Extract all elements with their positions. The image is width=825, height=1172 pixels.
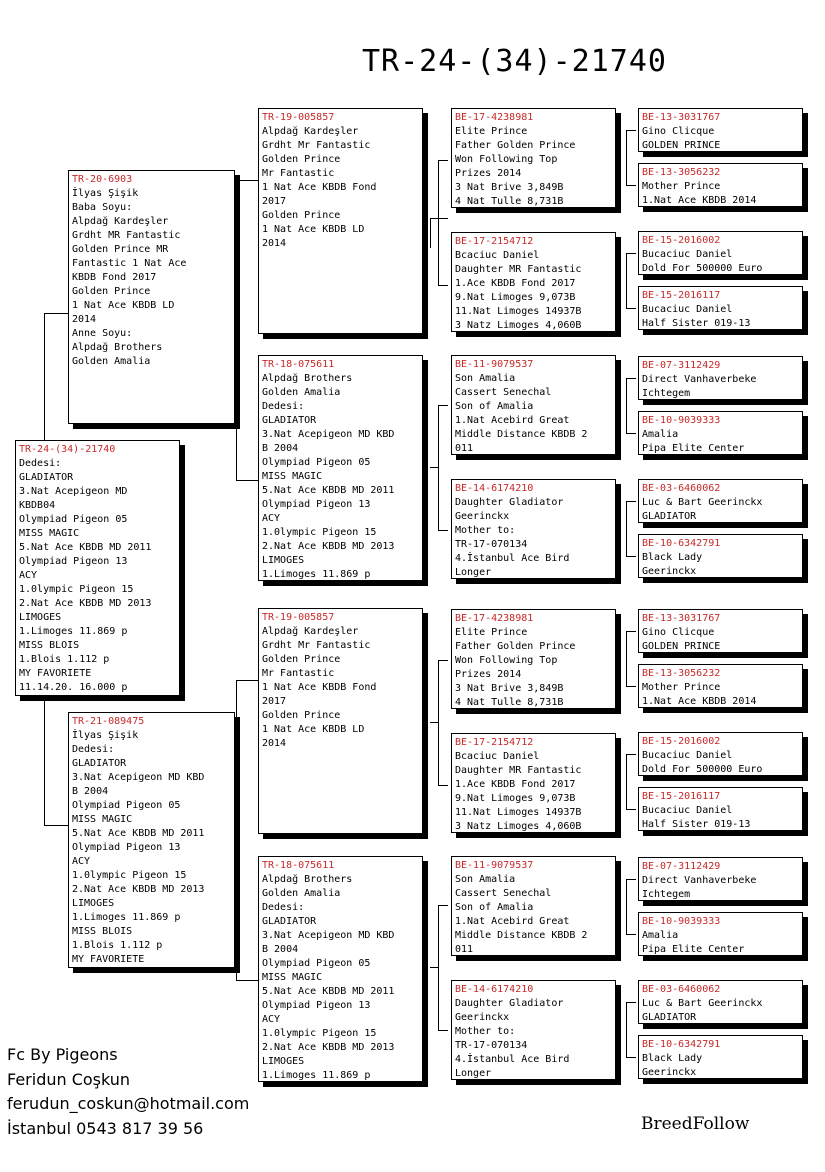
card-line: 1 Nat Ace KBDB LD: [72, 300, 175, 311]
card-line: TR-17-070134: [455, 1040, 528, 1051]
card-line: Luc & Bart Geerinckx: [642, 497, 763, 508]
card-line: Son of Amalia: [455, 902, 534, 913]
card-line: 2.Nat Ace KBDB MD 2013: [19, 598, 152, 609]
card-line: Alpdağ Kardeşler: [262, 126, 359, 137]
card-line: B 2004: [262, 944, 299, 955]
card-line: 1.Ace KBDB Fond 2017: [455, 278, 576, 289]
card-line: Longer: [455, 1068, 492, 1079]
ring-number: BE-13-3056232: [642, 668, 721, 679]
pedigree-card-ss: [258, 108, 423, 334]
card-line: Olympiad Pigeon 05: [19, 514, 128, 525]
ring-number: TR-19-005857: [262, 112, 335, 123]
card-line: Dedesi:: [262, 401, 305, 412]
card-line: ACY: [19, 570, 38, 581]
card-line: 1.0lympic Pigeon 15: [262, 527, 377, 538]
pedigree-card-g8: [638, 534, 803, 578]
pedigree-card-g2: [638, 163, 803, 207]
pedigree-card-sire: [68, 170, 235, 424]
ring-number: BE-10-9039333: [642, 415, 721, 426]
card-line: 1.Nat Ace KBDB 2014: [642, 195, 757, 206]
breeder-name: Feridun Coşkun: [7, 1069, 131, 1089]
breeder-email: ferudun_coskun@hotmail.com: [7, 1094, 250, 1113]
card-line: LIMOGES: [262, 1056, 305, 1067]
card-line: 5.Nat Ace KBDB MD 2011: [72, 828, 205, 839]
card-line: Prizes 2014: [455, 669, 522, 680]
pedigree-card-sds: [451, 355, 616, 455]
card-line: Alpdağ Kardeşler: [72, 216, 169, 227]
card-line: Cassert Senechal: [455, 387, 552, 398]
ring-number: BE-17-2154712: [455, 236, 534, 247]
card-line: Direct Vanhaverbeke: [642, 374, 757, 385]
card-line: B 2004: [72, 786, 109, 797]
brand-logo: BreedFollow: [641, 1114, 750, 1134]
card-line: Daughter Gladiator: [455, 998, 564, 1009]
card-line: Amalia: [642, 930, 679, 941]
card-line: Daughter MR Fantastic: [455, 264, 582, 275]
card-line: Elite Prince: [455, 627, 528, 638]
card-line: Bucaciuc Daniel: [642, 304, 733, 315]
card-line: Middle Distance KBDB 2: [455, 429, 588, 440]
card-line: 3.Nat Acepigeon MD: [19, 486, 128, 497]
ring-number: BE-11-9079537: [455, 359, 534, 370]
card-line: 2014: [262, 738, 287, 749]
pedigree-card-dam: [68, 712, 235, 968]
card-line: Baba Soyu:: [72, 202, 133, 213]
card-line: 3.Nat Acepigeon MD KBD: [262, 930, 395, 941]
card-line: GLADIATOR: [262, 415, 317, 426]
ring-number: TR-24-(34)-21740: [19, 444, 116, 455]
card-line: 1.Limoges 11.869 p: [262, 1070, 371, 1081]
card-line: Golden Amalia: [262, 888, 341, 899]
card-line: 1.Nat Ace KBDB 2014: [642, 696, 757, 707]
card-line: MISS MAGIC: [262, 471, 323, 482]
card-line: LIMOGES: [19, 612, 62, 623]
pedigree-card-g1: [638, 108, 803, 152]
card-line: Geerinckx: [642, 1067, 697, 1078]
pedigree-card-g5: [638, 356, 803, 400]
card-line: Mother to:: [455, 1026, 516, 1037]
card-line: 2017: [262, 196, 287, 207]
card-line: Gino Clicque: [642, 126, 715, 137]
pedigree-card-sd: [258, 355, 423, 581]
card-line: Grdht Mr Fantastic: [262, 640, 371, 651]
card-line: ACY: [72, 856, 91, 867]
ring-number: BE-13-3031767: [642, 613, 721, 624]
card-line: Mr Fantastic: [262, 668, 335, 679]
card-line: Son Amalia: [455, 874, 516, 885]
card-line: 3 Natz Limoges 4,060B: [455, 821, 582, 832]
card-line: GLADIATOR: [262, 916, 317, 927]
ring-number: BE-07-3112429: [642, 861, 721, 872]
pedigree-title: TR-24-(34)-21740: [362, 44, 667, 79]
card-line: Cassert Senechal: [455, 888, 552, 899]
pedigree-card-g16: [638, 1035, 803, 1079]
card-line: GLADIATOR: [19, 472, 74, 483]
ring-number: TR-19-005857: [262, 612, 335, 623]
card-line: 1.Blois 1.112 p: [72, 940, 163, 951]
pedigree-card-g15: [638, 980, 803, 1024]
card-line: 4 Nat Tulle 8,731B: [455, 697, 564, 708]
card-line: Elite Prince: [455, 126, 528, 137]
card-line: 2014: [262, 238, 287, 249]
card-line: TR-17-070134: [455, 539, 528, 550]
card-line: ACY: [262, 513, 281, 524]
card-line: Olympiad Pigeon 05: [262, 457, 371, 468]
ring-number: BE-15-2016002: [642, 235, 721, 246]
ring-number: TR-21-089475: [72, 716, 145, 727]
card-line: Olympiad Pigeon 05: [72, 800, 181, 811]
ring-number: BE-03-6460062: [642, 984, 721, 995]
card-line: Dedesi:: [262, 902, 305, 913]
card-line: MY FAVORIETE: [72, 954, 145, 965]
card-line: Daughter MR Fantastic: [455, 765, 582, 776]
card-line: GOLDEN PRINCE: [642, 641, 721, 652]
card-line: Bcaciuc Daniel: [455, 751, 540, 762]
pedigree-card-sss: [451, 108, 616, 208]
pedigree-card-ds: [258, 608, 423, 834]
pedigree-card-g11: [638, 732, 803, 776]
card-line: Golden Prince: [262, 154, 341, 165]
card-line: Alpdağ Brothers: [262, 373, 353, 384]
card-line: Black Lady: [642, 1053, 703, 1064]
card-line: Olympiad Pigeon 13: [262, 1000, 371, 1011]
card-line: ACY: [262, 1014, 281, 1025]
ring-number: BE-13-3056232: [642, 167, 721, 178]
card-line: 1 Nat Ace KBDB LD: [262, 724, 365, 735]
card-line: Grdht Mr Fantastic: [262, 140, 371, 151]
card-line: MISS MAGIC: [19, 528, 80, 539]
card-line: Son Amalia: [455, 373, 516, 384]
pedigree-card-g13: [638, 857, 803, 901]
card-line: 4 Nat Tulle 8,731B: [455, 196, 564, 207]
ring-number: BE-10-6342791: [642, 1039, 721, 1050]
card-line: 1.0lympic Pigeon 15: [262, 1028, 377, 1039]
card-line: Mother Prince: [642, 181, 721, 192]
ring-number: TR-18-075611: [262, 860, 335, 871]
pedigree-card-dsd: [451, 733, 616, 833]
card-line: 2017: [262, 696, 287, 707]
pedigree-card-g14: [638, 912, 803, 956]
card-line: Half Sister 019-13: [642, 318, 751, 329]
ring-number: BE-14-6174210: [455, 984, 534, 995]
ring-number: BE-17-4238981: [455, 112, 534, 123]
ring-number: BE-07-3112429: [642, 360, 721, 371]
card-line: Direct Vanhaverbeke: [642, 875, 757, 886]
card-line: 9.Nat Limoges 9,073B: [455, 292, 576, 303]
card-line: 11.Nat Limoges 14937B: [455, 807, 582, 818]
card-line: 5.Nat Ace KBDB MD 2011: [262, 485, 395, 496]
card-line: Golden Amalia: [262, 387, 341, 398]
card-line: Gino Clicque: [642, 627, 715, 638]
card-line: Golden Prince: [262, 710, 341, 721]
pedigree-card-g6: [638, 411, 803, 455]
card-line: Geerinckx: [455, 1012, 510, 1023]
ring-number: BE-14-6174210: [455, 483, 534, 494]
card-line: Black Lady: [642, 552, 703, 563]
ring-number: BE-11-9079537: [455, 860, 534, 871]
card-line: GLADIATOR: [642, 1012, 697, 1023]
pedigree-card-ssd: [451, 232, 616, 332]
card-line: KBDB Fond 2017: [72, 272, 157, 283]
card-line: 5.Nat Ace KBDB MD 2011: [19, 542, 152, 553]
card-line: 1.Limoges 11.869 p: [72, 912, 181, 923]
ring-number: BE-17-4238981: [455, 613, 534, 624]
card-line: Mother to:: [455, 525, 516, 536]
card-line: 3.Nat Acepigeon MD KBD: [72, 772, 205, 783]
pedigree-card-ddd: [451, 980, 616, 1080]
card-line: Golden Prince: [262, 210, 341, 221]
card-line: MISS MAGIC: [262, 972, 323, 983]
card-line: 11.Nat Limoges 14937B: [455, 306, 582, 317]
card-line: Mother Prince: [642, 682, 721, 693]
card-line: Olympiad Pigeon 05: [262, 958, 371, 969]
card-line: Golden Prince MR: [72, 244, 169, 255]
card-line: Anne Soyu:: [72, 328, 133, 339]
card-line: 5.Nat Ace KBDB MD 2011: [262, 986, 395, 997]
card-line: Amalia: [642, 429, 679, 440]
card-line: 1.Nat Acebird Great: [455, 415, 570, 426]
ring-number: BE-10-6342791: [642, 538, 721, 549]
ring-number: TR-18-075611: [262, 359, 335, 370]
ring-number: BE-15-2016002: [642, 736, 721, 747]
card-line: 1.0lympic Pigeon 15: [72, 870, 187, 881]
breeder-phone: İstanbul 0543 817 39 56: [7, 1118, 204, 1138]
pedigree-card-dd: [258, 856, 423, 1082]
pedigree-card-g10: [638, 664, 803, 708]
card-line: Golden Amalia: [72, 356, 151, 367]
card-line: Pipa Elite Center: [642, 443, 745, 454]
card-line: LIMOGES: [72, 898, 115, 909]
card-line: Fantastic 1 Nat Ace: [72, 258, 187, 269]
card-line: Olympiad Pigeon 13: [72, 842, 181, 853]
card-line: 1.Limoges 11.869 p: [262, 569, 371, 580]
card-line: Golden Prince: [72, 286, 151, 297]
card-line: Middle Distance KBDB 2: [455, 930, 588, 941]
card-line: Daughter Gladiator: [455, 497, 564, 508]
pedigree-card-g3: [638, 231, 803, 275]
card-line: MY FAVORIETE: [19, 668, 92, 679]
card-line: GOLDEN PRINCE: [642, 140, 721, 151]
card-line: Won Following Top: [455, 655, 558, 666]
pedigree-card-g9: [638, 609, 803, 653]
card-line: Olympiad Pigeon 13: [19, 556, 128, 567]
card-line: 1.Nat Acebird Great: [455, 916, 570, 927]
card-line: Won Following Top: [455, 154, 558, 165]
ring-number: BE-15-2016117: [642, 290, 721, 301]
card-line: Bcaciuc Daniel: [455, 250, 540, 261]
ring-number: BE-17-2154712: [455, 737, 534, 748]
card-line: Son of Amalia: [455, 401, 534, 412]
card-line: Mr Fantastic: [262, 168, 335, 179]
card-line: Longer: [455, 567, 492, 578]
card-line: GLADIATOR: [642, 511, 697, 522]
card-line: Bucaciuc Daniel: [642, 750, 733, 761]
card-line: Bucaciuc Daniel: [642, 249, 733, 260]
card-line: İlyas Şişik: [72, 730, 139, 741]
card-line: 2.Nat Ace KBDB MD 2013: [72, 884, 205, 895]
card-line: 2.Nat Ace KBDB MD 2013: [262, 1042, 395, 1053]
card-line: Dedesi:: [19, 458, 62, 469]
card-line: Pipa Elite Center: [642, 944, 745, 955]
card-line: MISS BLOIS: [72, 926, 133, 937]
card-line: Bucaciuc Daniel: [642, 805, 733, 816]
card-line: 4.İstanbul Ace Bird: [455, 1054, 570, 1065]
card-line: 3.Nat Acepigeon MD KBD: [262, 429, 395, 440]
pedigree-card-sdd: [451, 479, 616, 579]
card-line: 3 Nat Brive 3,849B: [455, 683, 564, 694]
pedigree-card-g4: [638, 286, 803, 330]
ring-number: BE-15-2016117: [642, 791, 721, 802]
card-line: Dedesi:: [72, 744, 115, 755]
breeder-contact: [7, 1043, 249, 1141]
card-line: Alpdağ Brothers: [72, 342, 163, 353]
card-line: 011: [455, 944, 474, 955]
card-line: 1 Nat Ace KBDB Fond: [262, 682, 377, 693]
card-line: 1.Blois 1.112 p: [19, 654, 110, 665]
card-line: 4.İstanbul Ace Bird: [455, 553, 570, 564]
card-line: Ichtegem: [642, 889, 691, 900]
card-line: Father Golden Prince: [455, 140, 576, 151]
card-line: Geerinckx: [642, 566, 697, 577]
ring-number: BE-10-9039333: [642, 916, 721, 927]
card-line: Ichtegem: [642, 388, 691, 399]
card-line: 3 Natz Limoges 4,060B: [455, 320, 582, 331]
card-line: 2.Nat Ace KBDB MD 2013: [262, 541, 395, 552]
card-line: GLADIATOR: [72, 758, 127, 769]
pedigree-card-g7: [638, 479, 803, 523]
card-line: MISS MAGIC: [72, 814, 133, 825]
card-line: Dold For 500000 Euro: [642, 263, 763, 274]
ring-number: BE-13-3031767: [642, 112, 721, 123]
card-line: B 2004: [262, 443, 299, 454]
ring-number: TR-20-6903: [72, 174, 133, 185]
card-line: Prizes 2014: [455, 168, 522, 179]
card-line: 1.0lympic Pigeon 15: [19, 584, 134, 595]
card-line: 011: [455, 443, 474, 454]
card-line: Olympiad Pigeon 13: [262, 499, 371, 510]
card-line: 9.Nat Limoges 9,073B: [455, 793, 576, 804]
card-line: Father Golden Prince: [455, 641, 576, 652]
card-line: Half Sister 019-13: [642, 819, 751, 830]
pedigree-card-dss: [451, 609, 616, 709]
card-line: Dold For 500000 Euro: [642, 764, 763, 775]
card-line: 11.14.20. 16.000 p: [19, 682, 128, 693]
card-line: Luc & Bart Geerinckx: [642, 998, 763, 1009]
card-line: Alpdağ Brothers: [262, 874, 353, 885]
card-line: 2014: [72, 314, 97, 325]
card-line: Alpdağ Kardeşler: [262, 626, 359, 637]
card-line: 1.Ace KBDB Fond 2017: [455, 779, 576, 790]
ring-number: BE-03-6460062: [642, 483, 721, 494]
card-line: 1.Limoges 11.869 p: [19, 626, 128, 637]
card-line: Grdht MR Fantastic: [72, 230, 181, 241]
card-line: 3 Nat Brive 3,849B: [455, 182, 564, 193]
card-line: LIMOGES: [262, 555, 305, 566]
card-line: 1 Nat Ace KBDB Fond: [262, 182, 377, 193]
card-line: Golden Prince: [262, 654, 341, 665]
card-line: Geerinckx: [455, 511, 510, 522]
pedigree-card-dds: [451, 856, 616, 956]
card-line: 1 Nat Ace KBDB LD: [262, 224, 365, 235]
card-line: MISS BLOIS: [19, 640, 80, 651]
card-line: KBDB04: [19, 500, 56, 511]
card-line: İlyas Şişik: [72, 188, 139, 199]
pedigree-card-subject: [15, 440, 180, 696]
pedigree-card-g12: [638, 787, 803, 831]
breeder-loft-name: Fc By Pigeons: [7, 1045, 118, 1064]
